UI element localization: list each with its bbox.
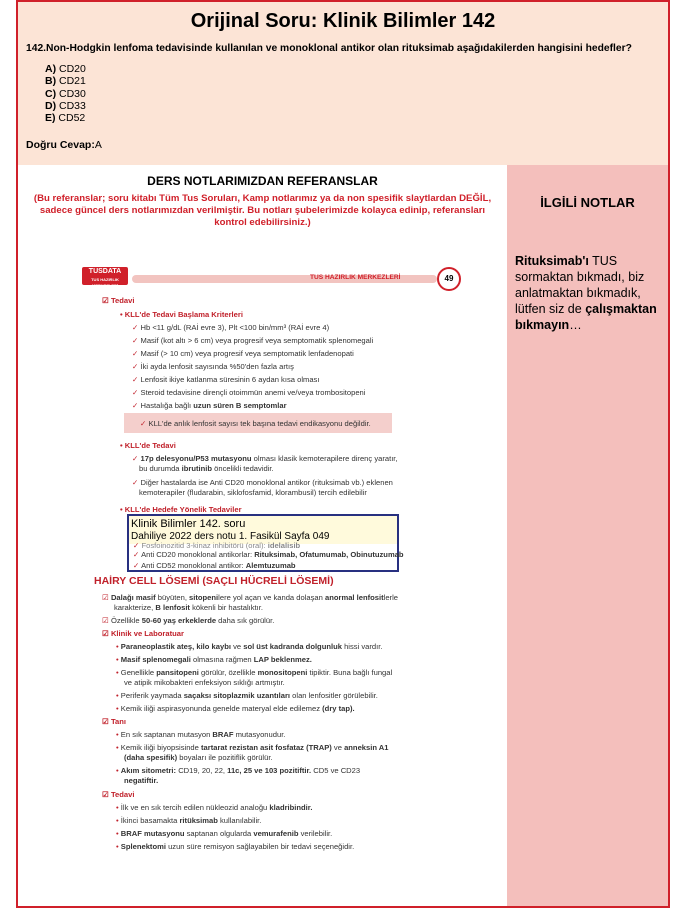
bullet-icon: • [116, 803, 119, 812]
bullet-icon: • [116, 668, 119, 677]
check-icon: ✓ [132, 401, 139, 410]
tusdata-logo: TUSDATA TUS HAZIRLIK MERKEZLERİ [82, 267, 128, 285]
check-icon: ✓ [132, 454, 139, 463]
option-a: A) CD20 [45, 63, 86, 75]
list-item: ✓ Hb <11 g/dL (RAİ evre 3), Plt <100 bin/mm³ (RAİ evre 4) [132, 323, 330, 332]
checkbox-icon: ☑ [102, 629, 109, 638]
list-item: ✓ Anti CD52 monoklonal antikor: Alemtuzumab [133, 561, 296, 570]
list-item: • Splenektomi uzun süre remisyon sağlayabilen bir tedavi seçeneğidir. [116, 842, 355, 851]
list-item: ✓ Masif (kot altı > 6 cm) veya progresif veya semptomatik splenomegali [132, 336, 374, 345]
references-note: (Bu referanslar; soru kitabı Tüm Tus Soruları, Kamp notlarımız ya da non spesifik slaytlardan DEĞİL, sadece güncel ders notlarımızdan verilmiştir. Bu notları şubelerimizde kolayca edinip, referansları kontrol edebilirsiniz.) [33, 193, 492, 228]
kll-hedefe-heading: • KLL'de Hedefe Yönelik Tedaviler [120, 505, 242, 514]
list-item: ✓ Masif (> 10 cm) veya progresif veya semptomatik lenfadenopati [132, 349, 354, 358]
references-title: DERS NOTLARIMIZDAN REFERANSLAR [147, 174, 378, 188]
check-icon: ✓ [133, 561, 140, 570]
checkbox-icon: ☑ [102, 790, 109, 799]
check-icon: ✓ [133, 541, 140, 550]
list-item: ✓ Lenfosit ikiye katlanma süresinin 6 aydan kısa olması [132, 375, 320, 384]
source-question: Klinik Bilimler 142. soru [131, 518, 246, 530]
options-list [45, 63, 86, 124]
list-item: • Akım sitometri: CD19, 20, 22, 11c, 25 ve 103 pozitiftir. CD5 ve CD23 [116, 766, 361, 775]
check-icon: ✓ [132, 336, 139, 345]
list-item: ☑ Dalağı masif büyüten, sitopenilere yol açan ve kanda dolaşan anormal lenfositlerle [102, 593, 398, 602]
related-notes-title: İLGİLİ NOTLAR [540, 195, 635, 210]
list-item-cont: bu durumda ibrutinib öncelikli tedavidir. [139, 464, 274, 473]
hairy-cell-title: HAİRY CELL LÖSEMİ (SAÇLI HÜCRELİ LÖSEMİ) [94, 575, 334, 587]
list-item: ✓ İki ayda lenfosit sayısında %50'den fazla artış [132, 362, 294, 371]
list-item-cont: ve atipik mikobakteri enfeksiyon sıklığı artmıştır. [124, 678, 285, 687]
list-item: • Periferik yaymada saçaksı sitoplazmik uzantıları olan lenfositler görülebilir. [116, 691, 378, 700]
question-panel [18, 2, 668, 165]
list-item-cont: negatiftir. [124, 776, 159, 785]
page-title: Orijinal Soru: Klinik Bilimler 142 [190, 10, 496, 32]
kll-baslama-heading: • KLL'de Tedavi Başlama Kriterleri [120, 310, 243, 319]
bullet-icon: • [120, 505, 123, 514]
bullet-icon: • [116, 743, 119, 752]
list-item-cont: karakterize, B lenfosit kökenli bir hastalıktır. [114, 603, 263, 612]
option-c: C) CD30 [45, 87, 86, 100]
bullet-icon: • [116, 829, 119, 838]
tani-heading: ☑ Tanı [102, 717, 126, 726]
list-item: • Kemik iliği aspirasyonunda genelde materyal elde edilemez (dry tap). [116, 704, 355, 713]
bullet-icon: • [116, 842, 119, 851]
list-item: ✓ Steroid tedavisine dirençli otoimmün anemi ve/veya trombositopeni [132, 388, 366, 397]
bullet-icon: • [116, 642, 119, 651]
check-icon: ✓ [132, 388, 139, 397]
checkbox-icon: ☑ [102, 616, 109, 625]
list-item: ✓ Fosfoinozitid 3-kinaz inhibitörü (oral): idelalisib [133, 541, 301, 550]
bullet-icon: • [120, 441, 123, 450]
checkbox-icon: ☑ [102, 593, 109, 602]
source-reference-box [127, 514, 404, 572]
check-icon: ✓ [133, 550, 140, 559]
list-item: ☑ Özellikle 50-60 yaş erkeklerde daha sık görülür. [102, 616, 275, 625]
bullet-icon: • [116, 655, 119, 664]
targeted-therapies-list [129, 541, 404, 570]
callout-text: ✓ KLL'de anlık lenfosit sayısı tek başına tedavi endikasyonu değildir. [140, 419, 371, 428]
bullet-icon: • [116, 766, 119, 775]
bullet-icon: • [120, 310, 123, 319]
page-number: 49 [437, 267, 461, 291]
option-b: B) CD21 [45, 75, 86, 88]
bullet-icon: • [116, 691, 119, 700]
check-icon: ✓ [132, 375, 139, 384]
source-note: Dahiliye 2022 ders notu 1. Fasikül Sayfa 049 [131, 531, 330, 542]
header-text: TUS HAZIRLIK MERKEZLERİ [310, 274, 401, 281]
list-item: ✓ Anti CD20 monoklonal antikorlar: Rituksimab, Ofatumumab, Obinutuzumab [133, 550, 404, 559]
list-item: ✓ 17p delesyonu/P53 mutasyonu olması klasik kemoterapilere direnç yaratır, [132, 454, 398, 463]
check-icon: ✓ [132, 349, 139, 358]
bullet-icon: • [116, 816, 119, 825]
section-tedavi: ☑ Tedavi [102, 296, 135, 305]
kll-tedavi-heading: • KLL'de Tedavi [120, 441, 176, 450]
tedavi2-heading: ☑ Tedavi [102, 790, 135, 799]
list-item: • En sık saptanan mutasyon BRAF mutasyonudur. [116, 730, 286, 739]
list-item: • BRAF mutasyonu saptanan olgularda vemurafenib verilebilir. [116, 829, 333, 838]
option-e: E) CD52 [45, 112, 86, 125]
bullet-icon: • [116, 704, 119, 713]
question-text: 142.Non-Hodgkin lenfoma tedavisinde kullanılan ve monoklonal antikor olan rituksimab aşağıdakilerden hangisini hedefler? [26, 43, 632, 54]
check-icon: ✓ [132, 362, 139, 371]
check-icon: ✓ [132, 478, 139, 487]
list-item: • Paraneoplastik ateş, kilo kaybı ve sol üst kadranda dolgunluk hissi vardır. [116, 642, 383, 651]
correct-answer: Doğru Cevap:A [26, 139, 102, 151]
list-item: • Genellikle pansitopeni görülür, özellikle monositopeni tipiktir. Buna bağlı fungal [116, 668, 393, 677]
list-item: • Kemik iliği biyopsisinde tartarat rezistan asit fosfataz (TRAP) ve anneksin A1 [116, 743, 389, 752]
option-d: D) CD33 [45, 99, 86, 112]
list-item: • İlk ve en sık tercih edilen nükleozid analoğu kladribindir. [116, 803, 313, 812]
list-item-cont: kemoterapiler (fludarabin, siklofosfamid, klorambusil) tercih edilebilir [139, 488, 367, 497]
list-item: ✓ Hastalığa bağlı uzun süren B semptomlar [132, 401, 287, 410]
check-icon: ✓ [140, 419, 147, 428]
checkbox-icon: ☑ [102, 296, 109, 305]
related-note-text: Rituksimab'ı TUS sormaktan bıkmadı, biz anlatmaktan bıkmadık, lütfen siz de çalışmaktan bıkmayın… [515, 254, 657, 332]
checkbox-icon: ☑ [102, 717, 109, 726]
list-item: • Masif splenomegali olmasına rağmen LAP beklenmez. [116, 655, 312, 664]
klinik-heading: ☑ Klinik ve Laboratuar [102, 629, 184, 638]
list-item: ✓ Diğer hastalarda ise Anti CD20 monoklonal antikor (rituksimab vb.) eklenen [132, 478, 393, 487]
list-item-cont: (daha spesifik) boyaları ile pozitiflik görülür. [124, 753, 273, 762]
check-icon: ✓ [132, 323, 139, 332]
related-notes-panel [507, 165, 668, 908]
textbook-header [80, 265, 454, 291]
bullet-icon: • [116, 730, 119, 739]
list-item: • İkinci basamakta ritüksimab kullanılabilir. [116, 816, 262, 825]
